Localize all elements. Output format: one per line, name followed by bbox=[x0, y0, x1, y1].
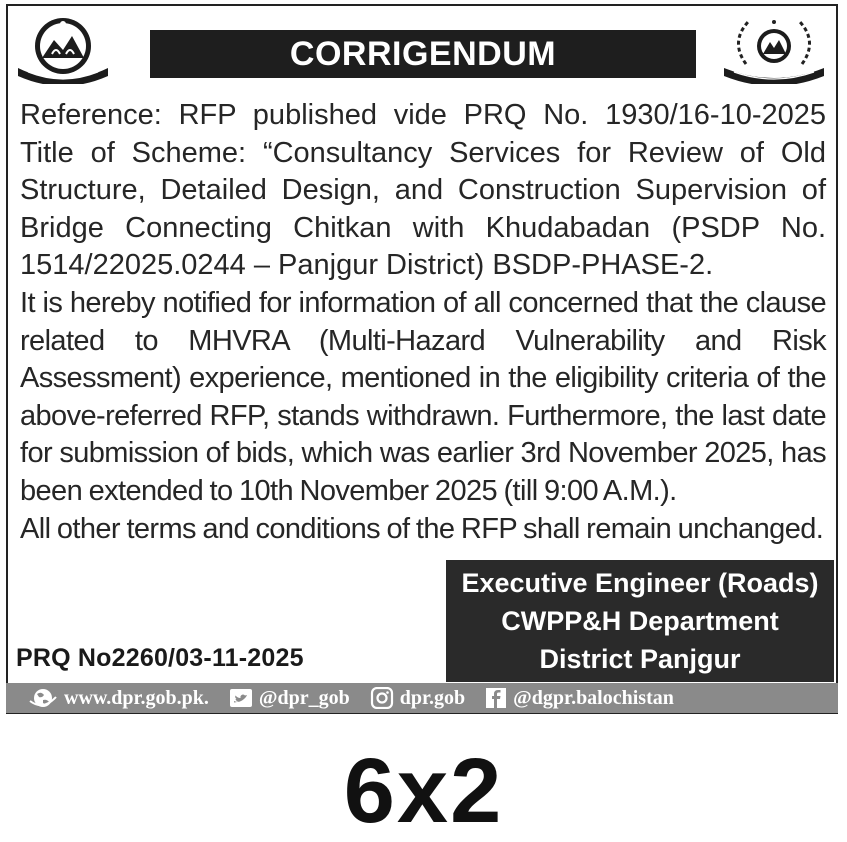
signature-department: CWPP&H Department bbox=[501, 606, 779, 636]
footer-twitter[interactable] bbox=[229, 687, 350, 710]
page-title: CORRIGENDUM bbox=[150, 30, 696, 78]
instagram-handle[interactable]: dpr.gob bbox=[399, 686, 466, 709]
footer-facebook[interactable] bbox=[485, 687, 674, 710]
facebook-icon bbox=[485, 687, 507, 709]
globe-icon bbox=[28, 687, 58, 709]
reference-paragraph: Reference: RFP published vide PRQ No. 1930/16-10-2025 Title of Scheme: “Consultancy Services for Review of Old Structure, Detailed Design, and Construction Supervision of Bridge Connecting Chitkan with Khudabadan (PSDP No. 1514/22025.0244 – Panjgur District) BSDP-PHASE-2. bbox=[20, 99, 826, 282]
balochistan-emblem-icon bbox=[14, 14, 112, 84]
prq-number: PRQ No2260/03-11-2025 bbox=[16, 644, 304, 672]
signature-district: District Panjgur bbox=[539, 644, 741, 674]
footer-bar bbox=[6, 683, 838, 713]
instagram-icon bbox=[370, 687, 394, 709]
footer-website[interactable] bbox=[28, 687, 209, 710]
notice-body bbox=[20, 97, 826, 548]
signature-block bbox=[446, 560, 834, 682]
closing-paragraph: All other terms and conditions of the RFP shall remain unchanged. bbox=[20, 512, 824, 545]
twitter-icon bbox=[229, 688, 253, 708]
signature-title: Executive Engineer (Roads) bbox=[461, 568, 819, 598]
website-link[interactable]: www.dpr.gob.pk. bbox=[64, 686, 209, 709]
twitter-handle[interactable]: @dpr_gob bbox=[258, 686, 350, 709]
dgpr-emblem-icon bbox=[716, 12, 832, 84]
ad-size-label: 6x2 bbox=[343, 740, 504, 842]
facebook-handle[interactable]: @dgpr.balochistan bbox=[513, 686, 674, 709]
footer-instagram[interactable] bbox=[370, 687, 465, 710]
notice-paragraph: It is hereby notified for information of all concerned that the clause related to MHVRA (Multi-Hazard Vulnerability and Risk Assessment) experience, mentioned in the eligibility criteria of the above-referred RFP, stands withdrawn. Furthermore, the last date for submission of bids, which was earlier 3rd November 2025, has been extended to 10th November 2025 (till 9:00 A.M.). bbox=[20, 286, 826, 507]
